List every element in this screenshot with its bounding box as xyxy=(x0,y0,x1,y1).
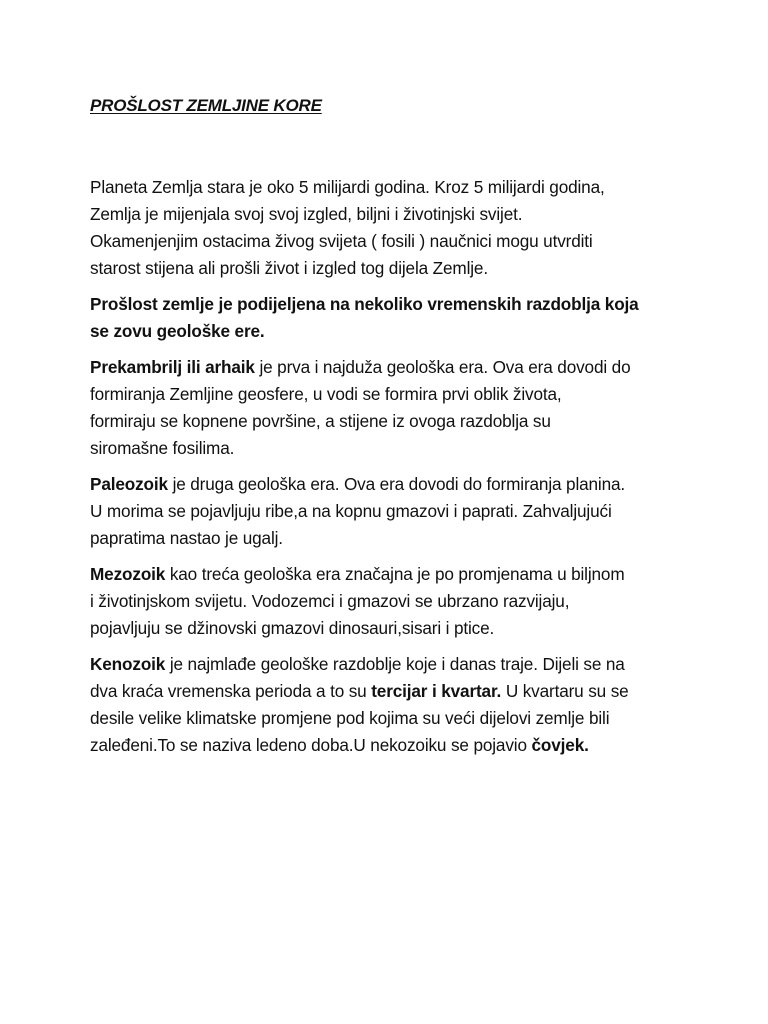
kenozoik-term: Kenozoik xyxy=(90,654,166,674)
document-title: PROŠLOST ZEMLJINE KORE xyxy=(90,96,322,115)
kenozoik-paragraph xyxy=(90,651,690,759)
prekambrij-line xyxy=(90,354,690,381)
prekambrij-paragraph xyxy=(90,354,690,462)
eras-intro-line: Prošlost zemlje je podijeljena na nekoliko vremenskih razdoblja koja xyxy=(90,294,639,314)
prekambrij-term: Prekambrilj ili arhaik xyxy=(90,357,255,377)
kenozoik-line xyxy=(90,732,690,759)
intro-line: Planeta Zemlja stara je oko 5 milijardi godina. Kroz 5 milijardi godina, xyxy=(90,177,605,197)
prekambrij-line: siromašne fosilima. xyxy=(90,438,235,458)
kenozoik-line xyxy=(90,678,690,705)
prekambrij-line: formiranja Zemljine geosfere, u vodi se formira prvi oblik života, xyxy=(90,384,562,404)
kenozoik-human: čovjek. xyxy=(531,735,589,755)
intro-line: starost stijena ali prošli život i izgled tog dijela Zemlje. xyxy=(90,258,488,278)
kenozoik-text: zaleđeni.To se naziva ledeno doba.U nekozoiku se pojavio xyxy=(90,735,532,755)
intro-line: Okamenjenjim ostacima živog svijeta ( fosili ) naučnici mogu utvrditi xyxy=(90,231,593,251)
paleozoik-paragraph xyxy=(90,471,690,552)
prekambrij-line: formiraju se kopnene površine, a stijene iz ovoga razdoblja su xyxy=(90,411,551,431)
mezozoik-line xyxy=(90,561,690,588)
kenozoik-text: je najmlađe geološke razdoblje koje i danas traje. Dijeli se na xyxy=(165,654,625,674)
eras-intro-line: se zovu geološke ere. xyxy=(90,321,265,341)
paleozoik-term: Paleozoik xyxy=(90,474,168,494)
kenozoik-line: desile velike klimatske promjene pod kojima su veći dijelovi zemlje bili xyxy=(90,708,610,728)
prekambrij-text: je prva i najduža geološka era. Ova era dovodi do xyxy=(254,357,631,377)
mezozoik-paragraph xyxy=(90,561,690,642)
kenozoik-periods: tercijar i kvartar. xyxy=(371,681,502,701)
mezozoik-line: pojavljuju se džinovski gmazovi dinosauri,sisari i ptice. xyxy=(90,618,495,638)
paleozoik-line: U morima se pojavljuju ribe,a na kopnu gmazovi i paprati. Zahvaljujući xyxy=(90,501,612,521)
paleozoik-line xyxy=(90,471,690,498)
mezozoik-term: Mezozoik xyxy=(90,564,166,584)
kenozoik-text: U kvartaru su se xyxy=(501,681,629,701)
mezozoik-text: kao treća geološka era značajna je po promjenama u biljnom xyxy=(165,564,625,584)
paleozoik-text: je druga geološka era. Ova era dovodi do formiranja planina. xyxy=(167,474,626,494)
intro-paragraph xyxy=(90,174,690,282)
eras-intro-paragraph xyxy=(90,291,690,345)
document-page xyxy=(90,92,690,768)
paleozoik-line: papratima nastao je ugalj. xyxy=(90,528,283,548)
mezozoik-line: i životinjskom svijetu. Vodozemci i gmazovi se ubrzano razvijaju, xyxy=(90,591,570,611)
kenozoik-text: dva kraća vremenska perioda a to su xyxy=(90,681,372,701)
intro-line: Zemlja je mijenjala svoj svoj izgled, biljni i životinjski svijet. xyxy=(90,204,523,224)
kenozoik-line xyxy=(90,651,690,678)
